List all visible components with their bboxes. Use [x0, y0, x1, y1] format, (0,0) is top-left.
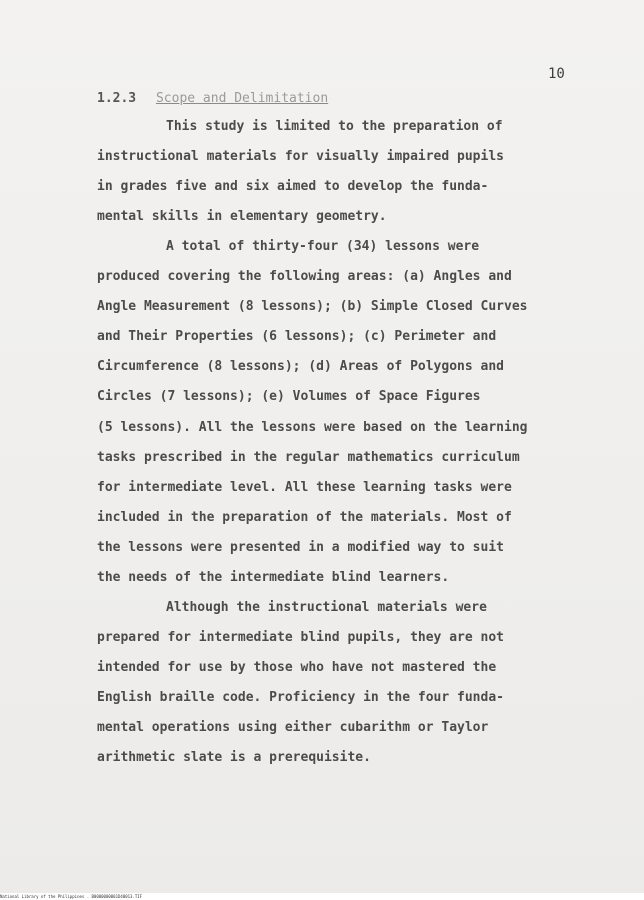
text-line: produced covering the following areas: (a) Angles and [97, 269, 512, 284]
text-line: arithmetic slate is a prerequisite. [97, 750, 371, 765]
text-line: prepared for intermediate blind pupils, they are not [97, 630, 504, 645]
text-line: intended for use by those who have not mastered the [97, 660, 497, 675]
section-heading [97, 91, 328, 106]
text-line: the needs of the intermediate blind learners. [97, 570, 450, 585]
text-line: and Their Properties (6 lessons); (c) Perimeter and [97, 329, 497, 344]
text-line: instructional materials for visually impaired pupils [97, 149, 504, 164]
text-line: tasks prescribed in the regular mathematics curriculum [97, 450, 520, 465]
text-line: Circles (7 lessons); (e) Volumes of Space Figures [97, 389, 481, 404]
text-line: (5 lessons). All the lessons were based on the learning [97, 420, 528, 435]
text-line: for intermediate level. All these learning tasks were [97, 480, 512, 495]
text-line: Circumference (8 lessons); (d) Areas of Polygons and [97, 359, 504, 374]
text-line: A total of thirty-four (34) lessons were [166, 239, 480, 254]
page-number: 10 [548, 66, 565, 82]
text-line: English braille code. Proficiency in the four funda- [97, 690, 504, 705]
text-line: Although the instructional materials were [166, 600, 487, 615]
text-line: Angle Measurement (8 lessons); (b) Simple Closed Curves [97, 299, 528, 314]
section-title: Scope and Delimitation [155, 91, 329, 106]
text-line: included in the preparation of the materials. Most of [97, 510, 512, 525]
text-line: the lessons were presented in a modified way to suit [97, 540, 504, 555]
text-line: in grades five and six aimed to develop the funda- [97, 179, 489, 194]
text-line: This study is limited to the preparation of [166, 119, 503, 134]
scan-footer-text: National Library of the Philippines . B0000000001D40013.TIF [0, 894, 143, 899]
text-line: mental skills in elementary geometry. [97, 209, 387, 224]
section-number: 1.2.3 [97, 91, 137, 106]
text-line: mental operations using either cubarithm or Taylor [97, 720, 489, 735]
